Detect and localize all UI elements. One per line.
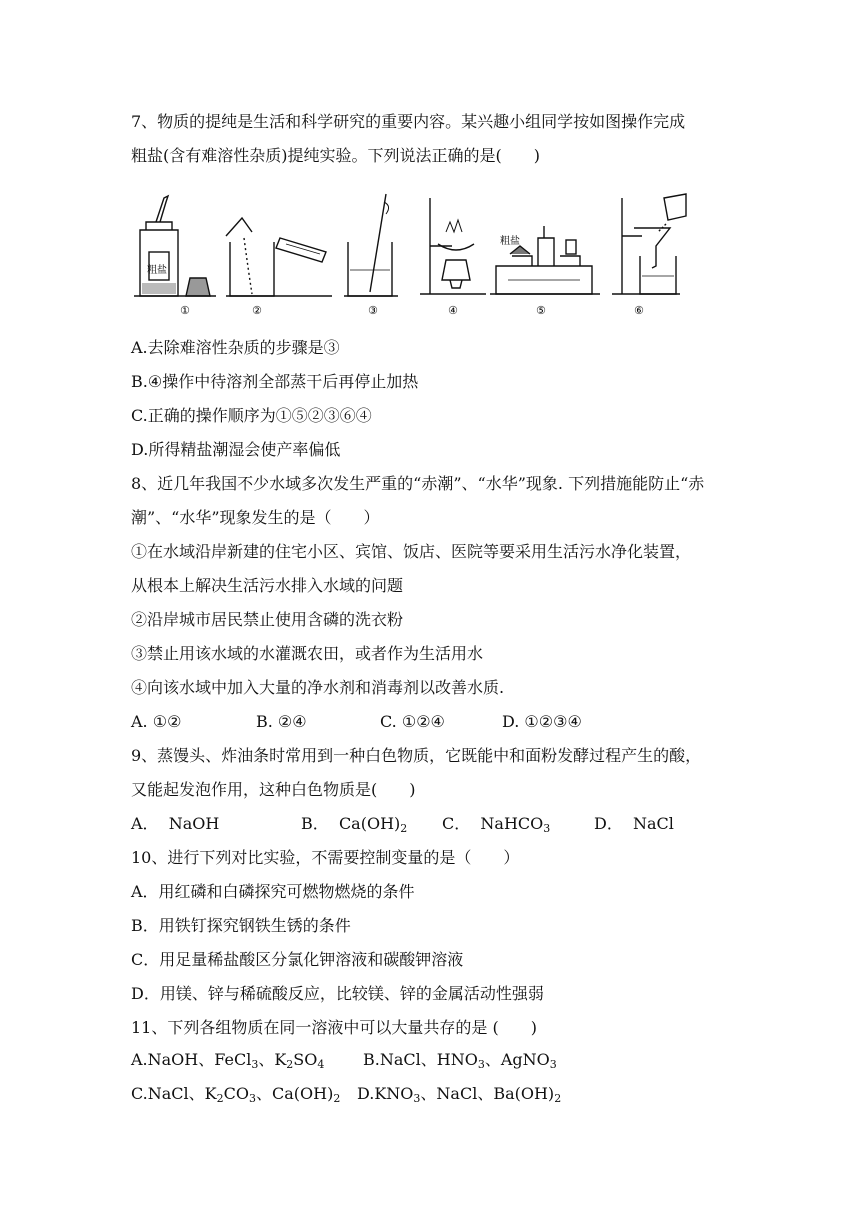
formula-part: 、Ca(OH) — [255, 1084, 334, 1103]
q9-option-c — [442, 814, 550, 834]
q11-options-row1 — [131, 1050, 691, 1072]
q8-item-1: ①在水域沿岸新建的住宅小区、宾馆、饭店、医院等要采用生活污水净化装置， — [131, 542, 692, 561]
stirring-beaker-icon — [344, 194, 398, 296]
q10-option-a: A．用红磷和白磷探究可燃物燃烧的条件 — [131, 882, 415, 901]
q11-option-c — [131, 1084, 340, 1104]
q8-item-4: ④向该水域中加入大量的净水剂和消毒剂以改善水质. — [131, 678, 505, 697]
q9-option-d — [594, 814, 674, 834]
q11-stem: 11、下列各组物质在同一溶液中可以大量共存的是 ( ) — [131, 1018, 537, 1037]
q9-options — [131, 814, 691, 834]
q8-option-d: D. ①②③④ — [502, 712, 582, 731]
reagent-jar-label: 粗盐 — [147, 265, 167, 276]
option-letter: D． — [594, 814, 623, 833]
figure-label-6: ⑥ — [634, 304, 644, 317]
q9-option-a — [131, 814, 219, 834]
q7-stem-line1: 7、物质的提纯是生活和科学研究的重要内容。某兴趣小组同学按如图操作完成 — [131, 112, 686, 131]
q9-stem-line1: 9、蒸馒头、炸油条时常用到一种白色物质，它既能中和面粉发酵过程产生的酸， — [131, 746, 702, 765]
figure-label-2: ② — [252, 304, 262, 317]
formula-part: D.KNO — [357, 1084, 414, 1103]
q7-option-c: C.正确的操作顺序为①⑤②③⑥④ — [131, 406, 372, 425]
evaporation-stand-icon — [420, 198, 486, 294]
formula-subscript: 4 — [317, 1058, 325, 1071]
q11-option-d — [357, 1084, 561, 1104]
q8-stem-line1: 8、近几年我国不少水域多次发生严重的“赤潮”、“水华”现象. 下列措施能防止“赤 — [131, 474, 705, 493]
q11-options-row2 — [131, 1084, 691, 1106]
formula-subscript: 3 — [248, 1092, 256, 1105]
q7-option-a: A.去除难溶性杂质的步骤是③ — [131, 338, 340, 357]
filtration-funnel-icon — [612, 194, 686, 294]
reagent-jar-icon — [134, 196, 216, 296]
q10-option-d: D．用镁、锌与稀硫酸反应，比较镁、锌的金属活动性强弱 — [131, 984, 544, 1003]
formula-part: C.NaCl、K — [131, 1084, 217, 1103]
q7-option-b: B.④操作中待溶剂全部蒸干后再停止加热 — [131, 372, 419, 391]
option-subscript: 3 — [543, 822, 551, 835]
q8-item-1-cont: 从根本上解决生活污水排入水域的问题 — [131, 576, 404, 595]
formula-subscript: 2 — [333, 1092, 341, 1105]
q7-stem-line2: 粗盐(含有难溶性杂质)提纯实验。下列说法正确的是( ) — [131, 146, 540, 165]
q8-item-2: ②沿岸城市居民禁止使用含磷的洗衣粉 — [131, 610, 404, 629]
option-letter: B． — [301, 814, 329, 833]
formula-subscript: 3 — [477, 1058, 485, 1071]
formula-part: 、NaCl、Ba(OH) — [420, 1084, 555, 1103]
formula-subscript: 2 — [286, 1058, 294, 1071]
q8-stem-line2: 潮”、“水华”现象发生的是（ ） — [131, 508, 380, 527]
formula-part: A.NaOH、FeCl — [131, 1050, 252, 1069]
formula-subscript: 2 — [216, 1092, 224, 1105]
figure-label-1: ① — [180, 304, 190, 317]
option-formula: NaOH — [168, 814, 220, 833]
q8-option-a: A. ①② — [131, 712, 182, 731]
experiment-illustration — [134, 188, 694, 320]
q11-option-b — [363, 1050, 557, 1070]
formula-part: CO — [223, 1084, 249, 1103]
option-formula: Ca(OH) — [338, 814, 401, 833]
q8-option-c: C. ①②④ — [380, 712, 445, 731]
q8-option-b: B. ②④ — [256, 712, 307, 731]
option-subscript: 2 — [400, 822, 408, 835]
balance-label: 粗盐 — [500, 236, 520, 247]
q11-option-a — [131, 1050, 324, 1070]
q10-stem: 10、进行下列对比实验，不需要控制变量的是（ ） — [131, 848, 520, 867]
q7-experiment-figure — [134, 188, 694, 320]
q9-stem-line2: 又能起发泡作用，这种白色物质是( ) — [131, 780, 416, 799]
formula-part: 、AgNO — [484, 1050, 550, 1069]
option-formula: NaCl — [633, 814, 674, 833]
q8-item-3: ③禁止用该水域的水灌溉农田，或者作为生活用水 — [131, 644, 484, 663]
q7-option-d: D.所得精盐潮湿会使产率偏低 — [131, 440, 341, 459]
figure-label-3: ③ — [368, 304, 378, 317]
formula-subscript: 3 — [251, 1058, 259, 1071]
q10-option-b: B．用铁钉探究钢铁生锈的条件 — [131, 916, 351, 935]
figure-label-4: ④ — [448, 304, 458, 317]
formula-part: SO — [293, 1050, 318, 1069]
option-formula: NaHCO — [480, 814, 544, 833]
q9-option-b — [301, 814, 407, 834]
pouring-beaker-icon — [226, 218, 332, 296]
q8-options — [131, 712, 631, 732]
formula-part: B.NaCl、HNO — [363, 1050, 478, 1069]
formula-subscript: 3 — [549, 1058, 557, 1071]
figure-label-5: ⑤ — [536, 304, 546, 317]
option-letter: C． — [442, 814, 471, 833]
q10-option-c: C．用足量稀盐酸区分氯化钾溶液和碳酸钾溶液 — [131, 950, 464, 969]
formula-subscript: 3 — [413, 1092, 421, 1105]
option-letter: A． — [131, 814, 159, 833]
formula-part: 、K — [258, 1050, 287, 1069]
formula-subscript: 2 — [554, 1092, 562, 1105]
